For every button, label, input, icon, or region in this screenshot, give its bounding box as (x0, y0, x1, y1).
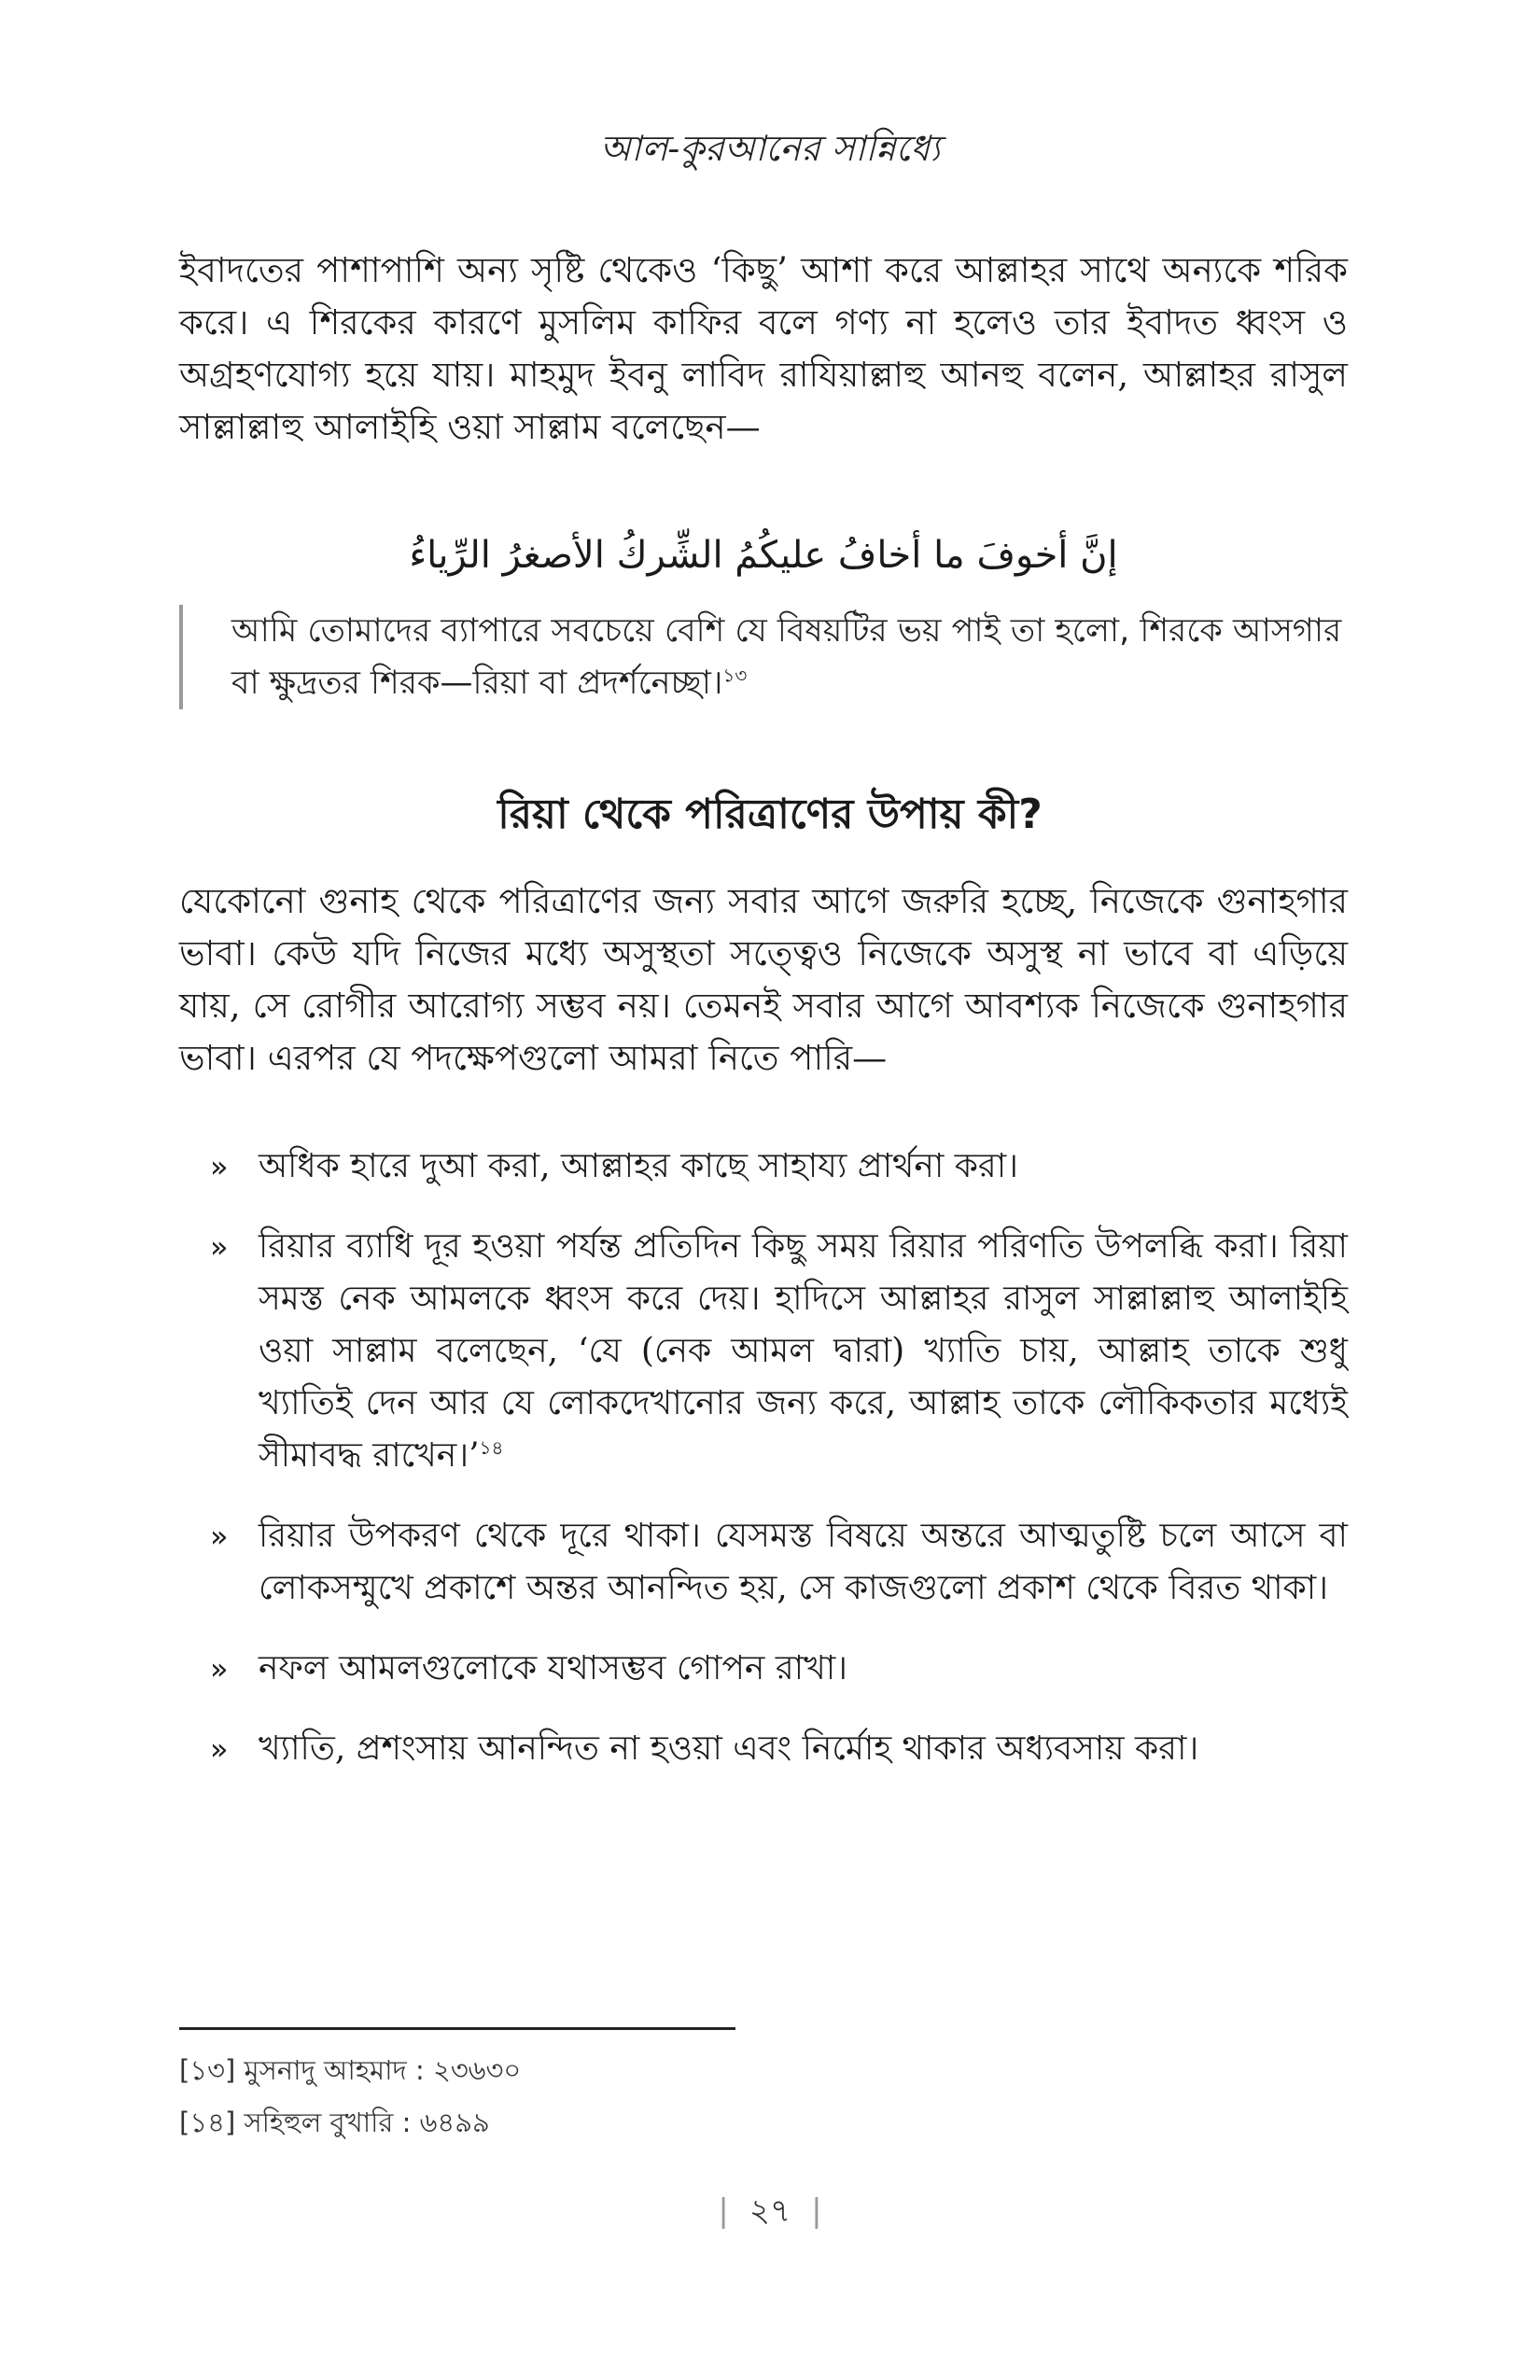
page-number (0, 2187, 1540, 2240)
hadith-translation-quote (179, 605, 1348, 709)
folio-bar-left: | (718, 2192, 729, 2230)
footnote-ref[interactable]: ১৪ (479, 1436, 504, 1459)
list-item (210, 1643, 1348, 1695)
list-item-text: রিয়ার উপকরণ থেকে দূরে থাকা। যেসমস্ত বিষয়ে অন্তরে আত্মতুষ্টি চলে আসে বা লোকসম্মুখে প্রকাশে অন্তর আনন্দিত হয়, সে কাজগুলো প্রকাশ থেকে বিরত থাকা। (259, 1517, 1348, 1607)
list-item (210, 1221, 1348, 1482)
steps-list (210, 1141, 1348, 1803)
hadith-translation-text: আমি তোমাদের ব্যাপারে সবচেয়ে বেশি যে বিষয়টির ভয় পাই তা হলো, শিরকে আসগার বা ক্ষুদ্রতর শিরক—রিয়া বা প্রদর্শনেচ্ছা। (231, 612, 1342, 702)
list-item-text: খ্যাতি, প্রশংসায় আনন্দিত না হওয়া এবং নির্মোহ থাকার অধ্যবসায় করা। (259, 1729, 1199, 1768)
bullet-marker: » (210, 1229, 229, 1265)
bullet-marker: » (210, 1731, 229, 1767)
list-item (210, 1141, 1348, 1193)
folio-bar-right: | (811, 2192, 822, 2230)
bullet-marker: » (210, 1149, 229, 1184)
intro-paragraph: ইবাদতের পাশাপাশি অন্য সৃষ্টি থেকেও ‘কিছু’ আশা করে আল্লাহর সাথে অন্যকে শরিক করে। এ শিরকের কারণে মুসলিম কাফির বলে গণ্য না হলেও তার ইবাদত ধ্বংস ও অগ্রহণযোগ্য হয়ে যায়। মাহমুদ ইবনু লাবিদ রাযিয়াল্লাহু আনহু বলেন, আল্লাহর রাসুল সাল্লাল্লাহু আলাইহি ওয়া সাল্লাম বলেছেন— (179, 250, 1348, 447)
page-number-text: ২৭ (749, 2192, 791, 2230)
footnote: [১৪] সহিহুল বুখারি : ৬৪৯৯ (179, 2107, 490, 2138)
hadith-arabic: إنَّ أخوفَ ما أخافُ عليكُمُ الشِّركُ الأصغرُ الرِّياءُ (409, 534, 1118, 577)
footnote: [১৩] মুসনাদু আহমাদ : ২৩৬৩০ (179, 2054, 522, 2086)
list-item (210, 1510, 1348, 1615)
bullet-marker: » (210, 1651, 229, 1687)
list-item-text: অধিক হারে দুআ করা, আল্লাহর কাছে সাহায্য প্রার্থনা করা। (259, 1147, 1019, 1185)
running-head: আল-কুরআনের সান্নিধ্যে (599, 128, 941, 169)
list-item (210, 1723, 1348, 1775)
bullet-marker: » (210, 1519, 229, 1554)
footnote-divider (179, 2027, 735, 2030)
section-heading: রিয়া থেকে পরিত্রাণের উপায় কী? (497, 791, 1043, 838)
footnote-ref[interactable]: ১৩ (722, 664, 748, 687)
list-item-text: নফল আমলগুলোকে যথাসম্ভব গোপন রাখা। (259, 1649, 848, 1687)
footnotes (179, 2044, 1348, 2149)
list-item-text: রিয়ার ব্যাধি দূর হওয়া পর্যন্ত প্রতিদিন কিছু সময় রিয়ার পরিণতি উপলব্ধি করা। রিয়া সমস্ত নেক আমলকে ধ্বংস করে দেয়। হাদিসে আল্লাহর রাসুল সাল্লাল্লাহু আলাইহি ওয়া সাল্লাম বলেছেন, ‘যে (নেক আমল দ্বারা) খ্যাতি চায়, আল্লাহ তাকে শুধু খ্যাতিই দেন আর যে লোকদেখানোর জন্য করে, আল্লাহ তাকে লৌকিকতার মধ্যেই সীমাবদ্ধ রাখেন।’ (259, 1227, 1348, 1475)
paragraph: যেকোনো গুনাহ থেকে পরিত্রাণের জন্য সবার আগে জরুরি হচ্ছে, নিজেকে গুনাহগার ভাবা। কেউ যদি নিজের মধ্যে অসুস্থতা সত্ত্বেও নিজেকে অসুস্থ না ভাবে বা এড়িয়ে যায়, সে রোগীর আরোগ্য সম্ভব নয়। তেমনই সবার আগে আবশ্যক নিজেকে গুনাহগার ভাবা। এরপর যে পদক্ষেপগুলো আমরা নিতে পারি— (179, 881, 1348, 1078)
